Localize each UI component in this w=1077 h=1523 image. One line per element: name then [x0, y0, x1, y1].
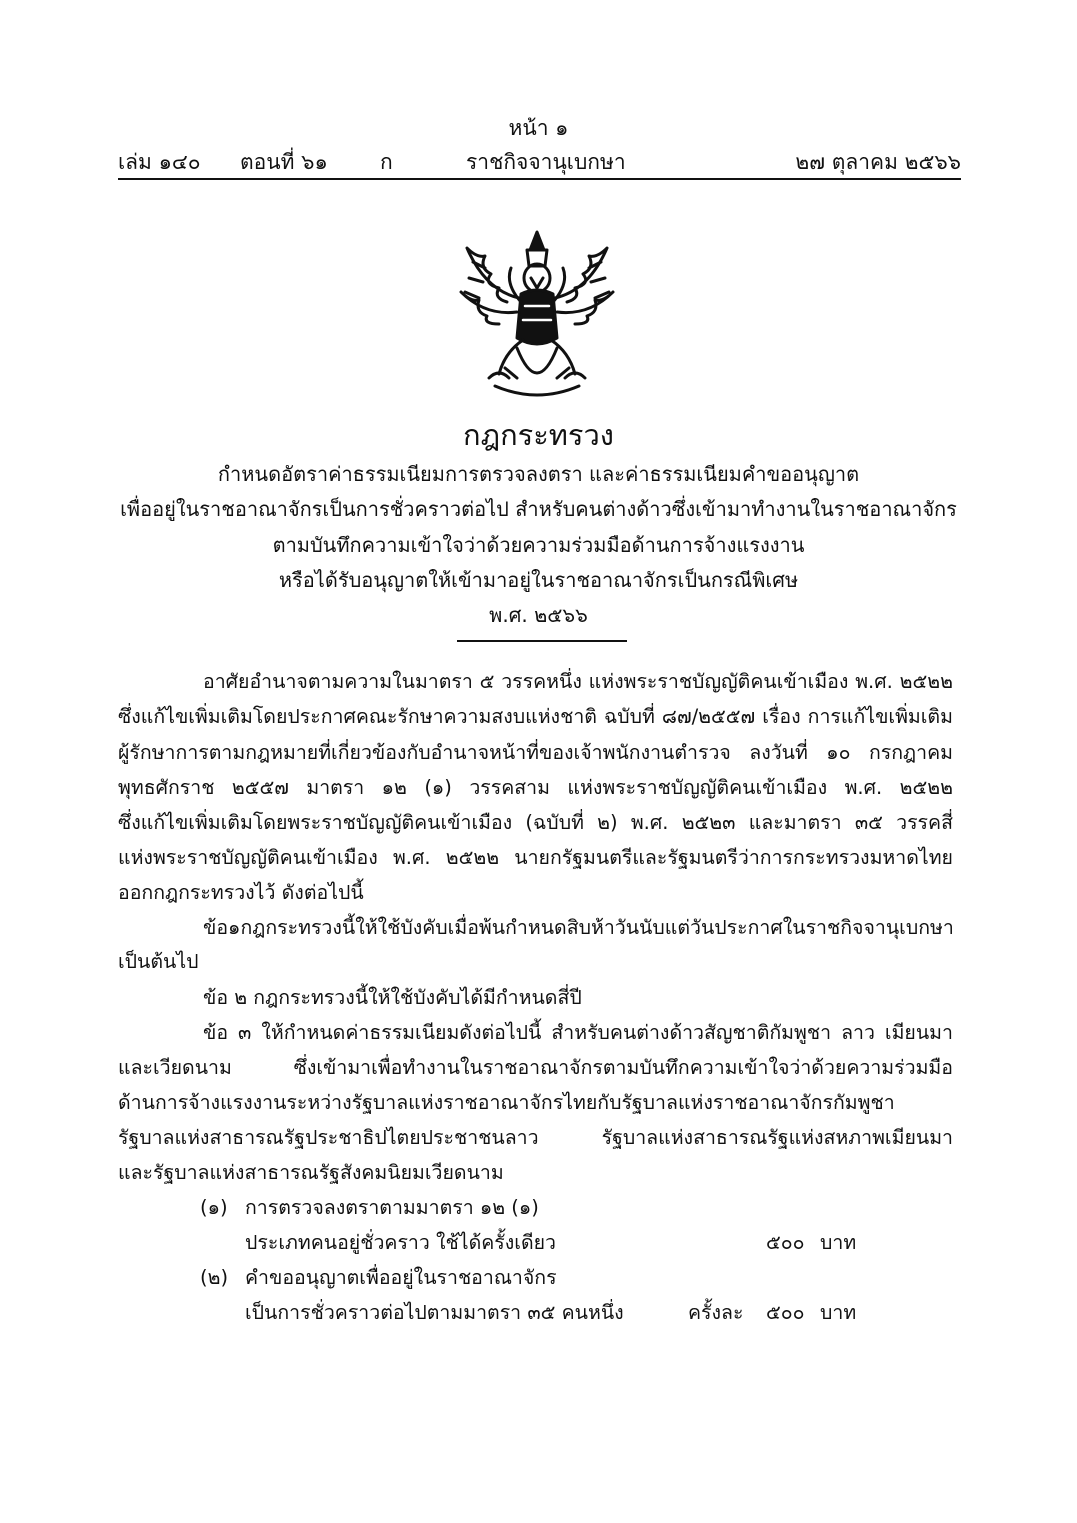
fee-1-amount: ๕๐๐	[766, 1231, 805, 1254]
page-number: หน้า ๑	[508, 116, 569, 140]
preamble-line-2: ซึ่งแก้ไขเพิ่มเติมโดยประกาศคณะรักษาความสงบแห่งชาติ ฉบับที่ ๘๗/๒๕๕๗ เรื่อง การแก้ไขเพิ่มเติม	[118, 705, 953, 728]
clause-3-line-3: ด้านการจ้างแรงงานระหว่างรัฐบาลแห่งราชอาณาจักรไทยกับรัฐบาลแห่งราชอาณาจักรกัมพูชา	[118, 1091, 895, 1114]
clause-1-line-2: เป็นต้นไป	[118, 950, 199, 973]
title-line-4: หรือได้รับอนุญาตให้เข้ามาอยู่ในราชอาณาจักรเป็นกรณีพิเศษ	[278, 568, 799, 592]
fee-2-detail: เป็นการชั่วคราวต่อไปตามมาตรา ๓๕ คนหนึ่ง	[245, 1301, 624, 1324]
fee-2-currency: บาท	[820, 1301, 857, 1324]
title-year: พ.ศ. ๒๕๖๖	[489, 603, 588, 627]
publication-date: ๒๗ ตุลาคม ๒๕๖๖	[795, 150, 961, 174]
preamble-line-7: ออกกฎกระทรวงไว้ ดังต่อไปนี้	[118, 881, 364, 904]
preamble-line-4: พุทธศักราช ๒๕๕๗ มาตรา ๑๒ (๑) วรรคสาม แห่งพระราชบัญญัติคนเข้าเมือง พ.ศ. ๒๕๒๒	[118, 776, 953, 799]
volume-number: เล่ม ๑๔๐	[118, 150, 201, 174]
garuda-emblem-icon	[455, 228, 620, 400]
preamble-line-5: ซึ่งแก้ไขเพิ่มเติมโดยพระราชบัญญัติคนเข้าเมือง (ฉบับที่ ๒) พ.ศ. ๒๕๒๓ และมาตรา ๓๕ วรรคสี่	[118, 811, 953, 834]
title-line-3: ตามบันทึกความเข้าใจว่าด้วยความร่วมมือด้านการจ้างแรงงาน	[272, 533, 805, 557]
header-rule	[118, 178, 961, 180]
fee-1-detail: ประเภทคนอยู่ชั่วคราว ใช้ได้ครั้งเดียว	[245, 1231, 556, 1254]
fee-2-unit: ครั้งละ	[688, 1301, 744, 1324]
document-title: กฎกระทรวง	[463, 418, 614, 452]
clause-3-line-1: ข้อ ๓ ให้กำหนดค่าธรรมเนียมดังต่อไปนี้ สำหรับคนต่างด้าวสัญชาติกัมพูชา ลาว เมียนมา	[203, 1021, 953, 1044]
clause-3-line-4: รัฐบาลแห่งสาธารณรัฐประชาธิปไตยประชาชนลาว รัฐบาลแห่งสาธารณรัฐแห่งสหภาพเมียนมา	[118, 1126, 953, 1149]
publication-name: ราชกิจจานุเบกษา	[466, 150, 626, 174]
clause-1-line-1: ข้อ ๑ กฎกระทรวงนี้ให้ใช้บังคับเมื่อพ้นกำหนดสิบห้าวันนับแต่วันประกาศในราชกิจจานุเบกษา	[203, 916, 954, 939]
fee-1-currency: บาท	[820, 1231, 857, 1254]
title-line-1: กำหนดอัตราค่าธรรมเนียมการตรวจลงตรา และค่าธรรมเนียมคำขออนุญาต	[217, 462, 860, 486]
fee-1-title: การตรวจลงตราตามมาตรา ๑๒ (๑)	[245, 1196, 539, 1219]
clause-3-line-5: และรัฐบาลแห่งสาธารณรัฐสังคมนิยมเวียดนาม	[118, 1161, 504, 1184]
clause-3-line-2: และเวียดนาม ซึ่งเข้ามาเพื่อทำงานในราชอาณาจักรตามบันทึกความเข้าใจว่าด้วยความร่วมมือ	[118, 1056, 953, 1079]
preamble-line-6: แห่งพระราชบัญญัติคนเข้าเมือง พ.ศ. ๒๕๒๒ นายกรัฐมนตรีและรัฐมนตรีว่าการกระทรวงมหาดไทย	[118, 846, 953, 869]
fee-1-number: (๑)	[200, 1196, 228, 1219]
section-number: ตอนที่ ๖๑	[240, 150, 328, 174]
title-rule	[457, 640, 627, 642]
fee-2-number: (๒)	[200, 1266, 229, 1289]
preamble-line-3: ผู้รักษาการตามกฎหมายที่เกี่ยวข้องกับอำนาจหน้าที่ของเจ้าพนักงานตำรวจ ลงวันที่ ๑๐ กรกฎาคม	[118, 741, 953, 764]
title-line-2: เพื่ออยู่ในราชอาณาจักรเป็นการชั่วคราวต่อไป สำหรับคนต่างด้าวซึ่งเข้ามาทำงานในราชอาณาจักร	[120, 497, 957, 521]
part-letter: ก	[380, 150, 393, 174]
clause-2-line-1: ข้อ ๒ กฎกระทรวงนี้ให้ใช้บังคับได้มีกำหนดสี่ปี	[203, 986, 582, 1009]
fee-2-amount: ๕๐๐	[766, 1301, 805, 1324]
preamble-line-1: อาศัยอำนาจตามความในมาตรา ๕ วรรคหนึ่ง แห่งพระราชบัญญัติคนเข้าเมือง พ.ศ. ๒๕๒๒	[203, 670, 953, 693]
fee-2-title: คำขออนุญาตเพื่ออยู่ในราชอาณาจักร	[245, 1266, 557, 1289]
